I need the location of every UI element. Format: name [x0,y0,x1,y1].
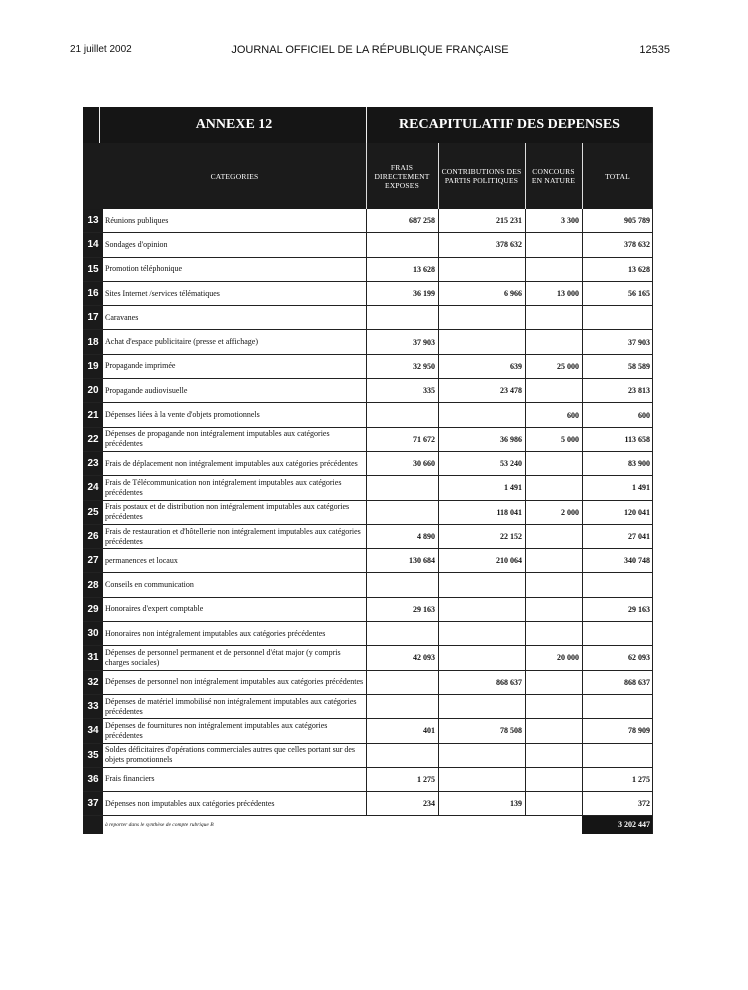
band-divider [366,107,367,143]
row-number: 17 [87,312,99,324]
table-row [83,622,653,646]
row-category: Soldes déficitaires d'opérations commerciales autres que celles portant sur des objets promotionnels [105,745,356,765]
cell-contributions: 639 [510,361,522,371]
cell-total: 37 903 [628,337,650,347]
cell-total: 58 589 [628,361,650,371]
table-footer [83,816,653,834]
header-divider [366,143,367,209]
table-row [83,671,653,695]
table-row [83,525,653,549]
table-row [83,306,653,330]
cell-total: 78 909 [628,726,650,736]
header-divider [525,143,526,209]
cell-contributions: 1 491 [504,483,522,493]
row-number: 36 [87,773,99,785]
cell-total [582,695,653,718]
row-number: 22 [87,433,99,445]
row-category: Conseils en communication [105,580,194,590]
cell-frais [366,476,438,499]
cell-total: 905 789 [624,216,650,226]
row-number: 31 [87,652,99,664]
row-category: Frais postaux et de distribution non intégralement imputables aux catégories précédentes [105,502,350,522]
row-category: Dépenses de matériel immobilisé non intégralement imputables aux catégories précédentes [105,696,357,716]
band-divider [99,107,100,143]
row-category: Dépenses de propagande non intégralement imputables aux catégories précédentes [105,429,330,449]
cell-contributions: 6 966 [504,289,522,299]
cell-frais: 42 093 [413,653,435,663]
col-header-total: TOTAL [605,171,630,181]
row-category: Frais de Télécommunication non intégralement imputables aux catégories précédentes [105,477,342,497]
cell-frais: 13 628 [413,264,435,274]
row-category: Frais financiers [105,774,155,784]
cell-frais: 4 890 [417,532,435,541]
cell-contributions [438,403,525,426]
table-right-border [652,107,653,834]
table-row [83,233,653,257]
row-number: 20 [87,385,99,397]
column-line [438,209,439,816]
table-row [83,428,653,452]
cell-contributions [438,768,525,791]
row-category: Propagande imprimée [105,361,176,371]
row-category: Sites Internet /services télématiques [105,288,220,298]
cell-total: 113 658 [624,434,650,444]
cell-concours [525,549,582,572]
cell-contributions [438,646,525,669]
row-number: 37 [87,798,99,810]
row-number: 27 [87,555,99,567]
cell-contributions: 23 478 [500,386,522,396]
cell-frais [366,306,438,329]
cell-concours [525,768,582,791]
cell-contributions [438,598,525,621]
cell-contributions: 53 240 [500,459,522,469]
cell-frais [366,573,438,596]
cell-concours [525,744,582,767]
cell-concours [525,792,582,815]
cell-contributions [438,306,525,329]
cell-contributions [438,330,525,353]
cell-concours [525,622,582,645]
cell-concours [525,671,582,694]
cell-total: 62 093 [628,653,650,663]
cell-contributions: 210 064 [496,556,522,566]
row-number: 33 [87,701,99,713]
cell-frais: 130 684 [409,556,435,566]
table-row [83,695,653,719]
cell-frais: 234 [423,799,435,809]
cell-concours: 5 000 [561,434,579,444]
table-row [83,573,653,597]
cell-concours [525,258,582,281]
row-number: 28 [87,579,99,591]
row-number: 19 [87,360,99,372]
col-header-frais: FRAIS DIRECTEMENT EXPOSES [374,162,430,190]
cell-total [582,622,653,645]
row-category: Promotion téléphonique [105,264,183,274]
footer-note: à reporter dans le synthèse de compte rubrique B [105,822,214,828]
cell-total: 600 [638,410,650,420]
cell-frais: 32 950 [413,361,435,371]
cell-frais: 687 258 [409,216,435,226]
row-category: Caravanes [105,312,139,322]
row-category: Dépenses de fournitures non intégralement imputables aux catégories précédentes [105,720,328,740]
cell-frais: 36 199 [413,289,435,299]
cell-frais [366,233,438,256]
cell-total: 29 163 [628,604,650,614]
cell-contributions: 22 152 [500,532,522,541]
cell-contributions [438,258,525,281]
cell-contributions [438,622,525,645]
cell-contributions: 139 [510,799,522,809]
header-date: 21 juillet 2002 [70,44,132,55]
row-number: 34 [87,725,99,737]
cell-total: 13 628 [628,264,650,274]
page-header [70,44,670,60]
cell-total [582,306,653,329]
cell-total: 120 041 [624,507,650,517]
row-number: 15 [87,263,99,275]
table-row [83,549,653,573]
cell-contributions: 36 986 [500,434,522,444]
cell-contributions: 868 637 [496,677,522,687]
row-category: Dépenses de personnel permanent et de personnel d'état major (y compris charges sociales) [105,647,341,667]
cell-contributions: 215 231 [496,216,522,226]
row-number: 13 [87,215,99,227]
table-row [83,476,653,500]
table-row [83,719,653,743]
column-line [525,209,526,816]
table-row [83,744,653,768]
cell-frais: 30 660 [413,459,435,469]
cell-total: 27 041 [628,532,650,541]
row-category: Dépenses non imputables aux catégories précédentes [105,798,275,808]
cell-concours: 600 [567,410,579,420]
cell-total: 1 275 [632,774,650,784]
row-number: 30 [87,628,99,640]
col-header-concours: CONCOURS EN NATURE [531,167,576,185]
cell-concours [525,525,582,548]
col-header-contributions: CONTRIBUTIONS DES PARTIS POLITIQUES [441,167,522,185]
row-category: Réunions publiques [105,215,169,225]
row-number: 23 [87,458,99,470]
header-divider [438,143,439,209]
table-row [83,501,653,525]
cell-concours [525,330,582,353]
column-header-band [83,143,653,209]
cell-concours [525,695,582,718]
header-divider [582,143,583,209]
cell-concours [525,379,582,402]
column-line [582,209,583,816]
cell-frais: 29 163 [413,604,435,614]
table-body [83,209,653,816]
row-number: 16 [87,288,99,300]
column-line [366,209,367,816]
row-number: 26 [87,531,99,542]
cell-frais [366,744,438,767]
cell-concours [525,452,582,475]
cell-frais: 335 [423,386,435,396]
table-row [83,403,653,427]
cell-total [582,573,653,596]
row-category: Frais de déplacement non intégralement imputables aux catégories précédentes [105,458,358,468]
cell-concours: 25 000 [557,361,579,371]
table-row [83,282,653,306]
cell-total: 372 [638,799,650,809]
row-number: 21 [87,409,99,421]
cell-concours [525,233,582,256]
cell-frais [366,501,438,524]
cell-contributions: 378 632 [496,240,522,250]
cell-frais: 1 275 [417,774,435,784]
cell-concours: 2 000 [561,507,579,517]
row-category: Honoraires d'expert comptable [105,604,204,614]
col-header-categories: CATEGORIES [210,171,259,181]
cell-contributions: 118 041 [496,507,522,517]
row-category: Achat d'espace publicitaire (presse et affichage) [105,337,258,347]
table-row [83,330,653,354]
table-row [83,209,653,233]
table-row [83,598,653,622]
journal-title: JOURNAL OFFICIEL DE LA RÉPUBLIQUE FRANÇAISE [231,44,509,56]
cell-concours: 20 000 [557,653,579,663]
table-row [83,258,653,282]
row-category: Dépenses de personnel non intégralement imputables aux catégories précédentes [105,677,364,687]
cell-frais [366,695,438,718]
cell-concours: 3 300 [561,216,579,226]
cell-concours: 13 000 [557,289,579,299]
cell-frais [366,403,438,426]
cell-total: 378 632 [624,240,650,250]
row-number: 32 [87,676,99,688]
cell-frais: 37 903 [413,337,435,347]
row-number: 35 [87,749,99,761]
cell-contributions: 78 508 [500,726,522,736]
cell-total [582,744,653,767]
cell-concours [525,476,582,499]
row-category: Propagande audiovisuelle [105,385,188,395]
cell-contributions [438,744,525,767]
cell-concours [525,306,582,329]
table-row [83,768,653,792]
cell-concours [525,598,582,621]
table-row [83,355,653,379]
cell-total: 23 813 [628,386,650,396]
cell-contributions [438,695,525,718]
row-number: 25 [87,506,99,518]
row-category: Sondages d'opinion [105,239,168,249]
table-row [83,646,653,670]
expense-summary-table [83,107,653,834]
row-number: 24 [87,482,99,494]
cell-total: 1 491 [632,483,650,493]
row-category: Frais de restauration et d'hôtellerie non intégralement imputables aux catégories précédentes [105,526,361,546]
row-number: 14 [87,239,99,251]
annexe-title: ANNEXE 12 [195,117,273,132]
row-category: permanences et locaux [105,555,178,565]
row-category: Dépenses liées à la vente d'objets promotionnels [105,410,260,420]
row-number: 18 [87,336,99,348]
cell-frais: 401 [423,726,435,736]
grand-total: 3 202 447 [582,816,653,834]
row-number: 29 [87,603,99,615]
page-number: 12535 [639,44,670,56]
cell-concours [525,573,582,596]
cell-total: 340 748 [624,556,650,566]
recap-title: RECAPITULATIF DES DEPENSES [399,117,620,132]
table-row [83,452,653,476]
cell-frais [366,671,438,694]
cell-total: 83 900 [628,459,650,469]
cell-frais [366,622,438,645]
cell-total: 868 637 [624,677,650,687]
cell-total: 56 165 [628,289,650,299]
table-row [83,792,653,816]
table-row [83,379,653,403]
row-category: Honoraires non intégralement imputables aux catégories précédentes [105,628,326,638]
cell-frais: 71 672 [413,434,435,444]
table-title-band [83,107,653,143]
cell-contributions [438,573,525,596]
cell-concours [525,719,582,742]
